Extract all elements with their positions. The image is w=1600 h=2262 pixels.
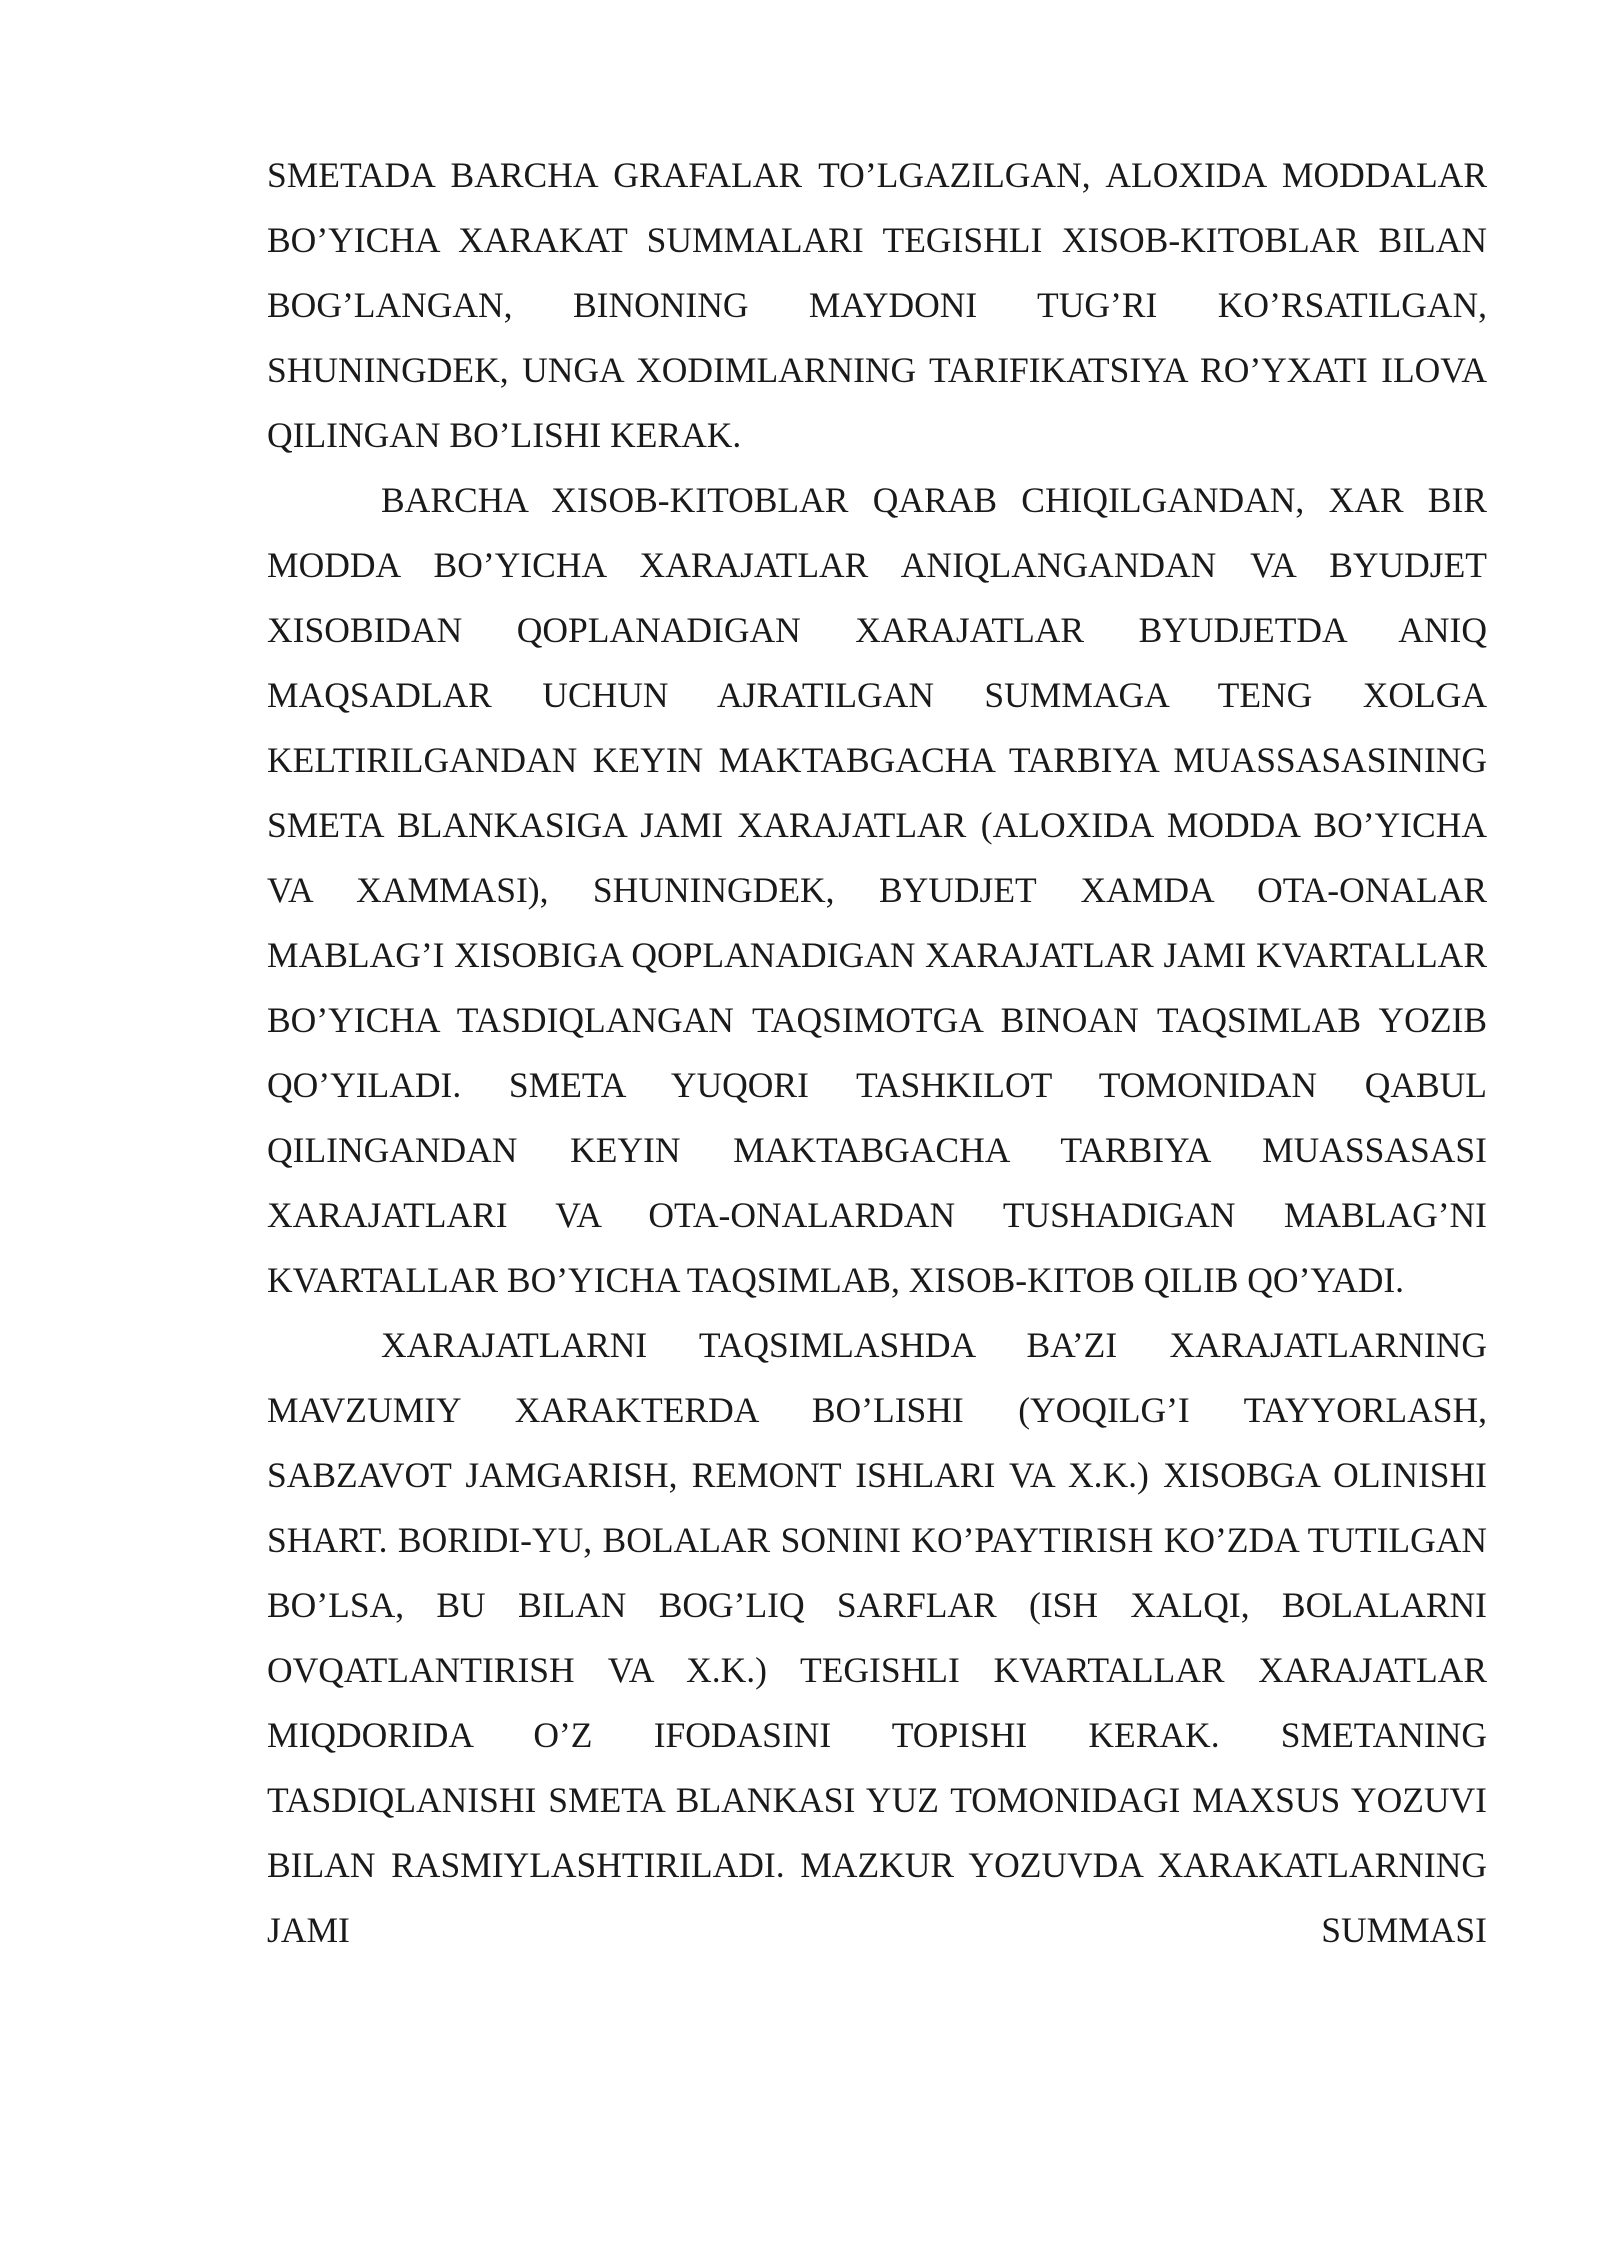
document-body bbox=[267, 143, 1487, 1963]
paragraph-estimate-requirements: SMETADA BARCHA GRAFALAR TO’LGAZILGAN, ALOXIDA MODDALAR BO’YICHA XARAKAT SUMMALARI TEGISHLI XISOB-KITOBLAR BILAN BOG’LANGAN, BINONING MAYDONI TUG’RI KO’RSATILGAN, SHUNINGDEK, UNGA XODIMLARNING TARIFIKATSIYA RO’YXATI ILOVA QILINGAN BO’LISHI KERAK. bbox=[267, 155, 1487, 455]
paragraph-expense-distribution: XARAJATLARNI TAQSIMLASHDA BA’ZI XARAJATLARNING MAVZUMIY XARAKTERDA BO’LISHI (YOQILG’I TAYYORLASH, SABZAVOT JAMGARISH, REMONT ISHLARI VA X.K.) XISOBGA OLINISHI SHART. BORIDI-YU, BOLALAR SONINI KO’PAYTIRISH KO’ZDA TUTILGAN BO’LSA, BU BILAN BOG’LIQ SARFLAR (ISH XALQI, BOLALARNI OVQATLANTIRISH VA X.K.) TEGISHLI KVARTALLAR XARAJATLAR MIQDORIDA O’Z IFODASINI TOPISHI KERAK. SMETANING TASDIQLANISHI SMETA BLANKASI YUZ TOMONIDAGI MAXSUS YOZUVI BILAN RASMIYLASHTIRILADI. MAZKUR YOZUVDA XARAKATLARNING JAMI SUMMASI bbox=[267, 1325, 1487, 1950]
paragraph-estimate-approval: BARCHA XISOB-KITOBLAR QARAB CHIQILGANDAN, XAR BIR MODDA BO’YICHA XARAJATLAR ANIQLANGANDAN VA BYUDJET XISOBIDAN QOPLANADIGAN XARAJATLAR BYUDJETDA ANIQ MAQSADLAR UCHUN AJRATILGAN SUMMAGA TENG XOLGA KELTIRILGANDAN KEYIN MAKTABGACHA TARBIYA MUASSASASINING SMETA BLANKASIGA JAMI XARAJATLAR (ALOXIDA MODDA BO’YICHA VA XAMMASI), SHUNINGDEK, BYUDJET XAMDA OTA-ONALAR MABLAG’I XISOBIGA QOPLANADIGAN XARAJATLAR JAMI KVARTALLAR BO’YICHA TASDIQLANGAN TAQSIMOTGA BINOAN TAQSIMLAB YOZIB QO’YILADI. SMETA YUQORI TASHKILOT TOMONIDAN QABUL QILINGANDAN KEYIN MAKTABGACHA TARBIYA MUASSASASI XARAJATLARI VA OTA-ONALARDAN TUSHADIGAN MABLAG’NI KVARTALLAR BO’YICHA TAQSIMLAB, XISOB-KITOB QILIB QO’YADI. bbox=[267, 480, 1487, 1300]
